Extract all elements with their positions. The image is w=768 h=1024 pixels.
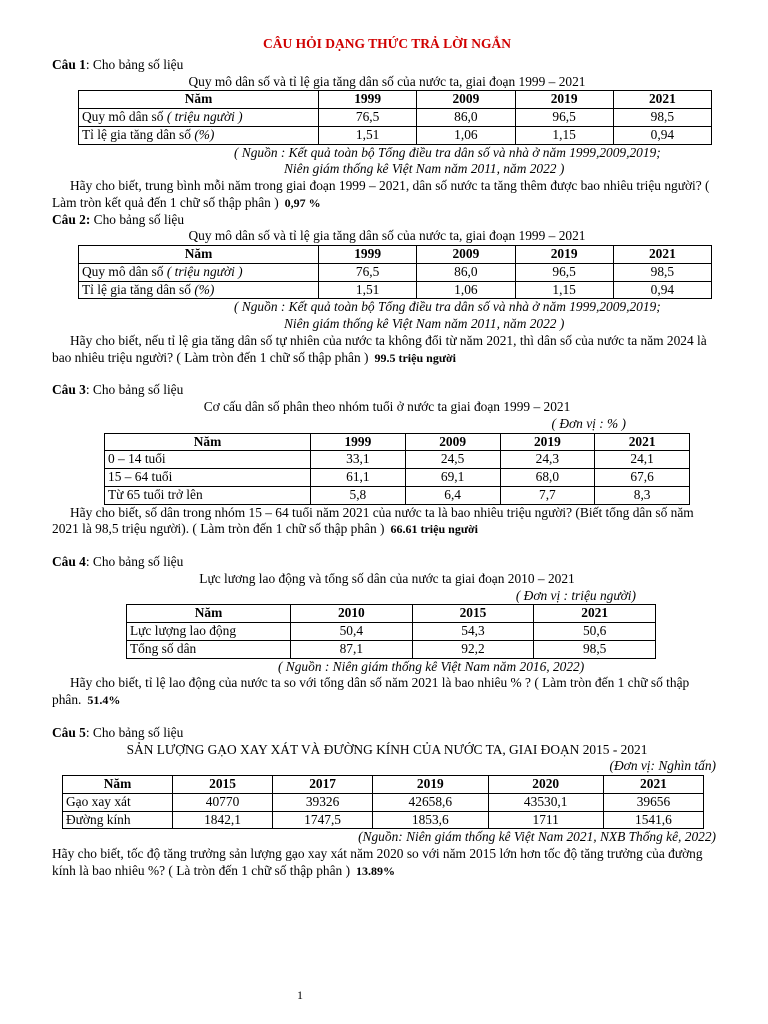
- table-cell: 98,5: [613, 109, 711, 127]
- table-row: [79, 126, 712, 144]
- table-cell: 39656: [603, 793, 703, 811]
- question-1-table: [78, 90, 712, 144]
- question-4: [52, 554, 722, 709]
- question-1-source-line-1: ( Nguồn : Kết quả toàn bộ Tổng điều tra dân số và nhà ở năm 1999,2009,2019;: [234, 144, 661, 160]
- table-cell: 8,3: [595, 486, 690, 504]
- table-row: [105, 486, 690, 504]
- page-number: 1: [297, 988, 303, 1002]
- table-row-label: [79, 109, 319, 127]
- table-row-label: 15 – 64 tuổi: [105, 469, 311, 487]
- table-cell: 50,4: [291, 623, 413, 641]
- question-3-table-caption: Cơ cấu dân số phân theo nhóm tuổi ở nước ta giai đoạn 1999 – 2021: [203, 399, 571, 415]
- question-5-intro: : Cho bảng số liệu: [85, 724, 184, 740]
- table-header-cell: 1999: [319, 91, 417, 109]
- table-header-cell: 2009: [417, 246, 515, 264]
- table-cell: 68,0: [500, 469, 595, 487]
- table-cell: 1541,6: [603, 811, 703, 829]
- table-header-cell: 2019: [500, 433, 595, 451]
- question-2-source-line-2: Niên giám thống kê Việt Nam năm 2011, năm 2022 ): [284, 316, 565, 332]
- question-5-label: Câu 5: [52, 724, 86, 740]
- table-header-row: [63, 776, 704, 794]
- question-3-prompt: Hãy cho biết, số dân trong nhóm 15 – 64 tuổi năm 2021 của nước ta là bao nhiêu triệu người? (Biết tổng dân số năm 2021 là 98,5 triệu người). ( Làm tròn đến 1 chữ số thập phân ): [52, 504, 694, 537]
- table-cell: 96,5: [515, 109, 613, 127]
- table-header-cell: 2010: [291, 605, 413, 623]
- question-3-label: Câu 3: [52, 382, 86, 398]
- table-row: [63, 793, 704, 811]
- table-cell: 1,15: [515, 281, 613, 299]
- question-3-text: [52, 505, 722, 539]
- table-cell: 1,51: [319, 281, 417, 299]
- row-label-unit: (%): [194, 281, 215, 297]
- question-3-table: [104, 433, 690, 505]
- question-5-heading: [52, 725, 722, 742]
- question-5-answer: 13.89%: [356, 863, 396, 878]
- table-header-cell: 2021: [613, 91, 711, 109]
- table-row-label: Tổng số dân: [127, 640, 291, 658]
- table-header-cell: Năm: [63, 776, 173, 794]
- table-cell: 87,1: [291, 640, 413, 658]
- table-cell: 24,3: [500, 451, 595, 469]
- table-cell: 92,2: [412, 640, 534, 658]
- table-cell: 1,51: [319, 126, 417, 144]
- table-row: [79, 281, 712, 299]
- question-1-table-caption: Quy mô dân số và tỉ lệ gia tăng dân số của nước ta, giai đoạn 1999 – 2021: [188, 73, 586, 89]
- question-2-answer: 99.5 triệu người: [374, 350, 456, 365]
- question-4-answer: 51.4%: [87, 693, 121, 708]
- question-5-table-caption: SẢN LƯỢNG GẠO XAY XÁT VÀ ĐƯỜNG KÍNH CỦA NƯỚC TA, GIAI ĐOẠN 2015 - 2021: [126, 741, 648, 757]
- question-3-answer: 66.61 triệu người: [390, 522, 478, 537]
- table-header-cell: 2009: [417, 91, 515, 109]
- question-3-unit: ( Đơn vị : % ): [551, 415, 626, 431]
- table-cell: 76,5: [319, 263, 417, 281]
- row-label-text: Tỉ lệ gia tăng dân số: [82, 281, 195, 297]
- table-cell: 24,1: [595, 451, 690, 469]
- table-cell: 98,5: [534, 640, 656, 658]
- question-2-source-line-1: ( Nguồn : Kết quả toàn bộ Tổng điều tra dân số và nhà ở năm 1999,2009,2019;: [234, 299, 661, 315]
- table-header-cell: 1999: [311, 433, 406, 451]
- table-row: [79, 263, 712, 281]
- table-header-cell: 2019: [515, 246, 613, 264]
- table-cell: 67,6: [595, 469, 690, 487]
- document-title: CÂU HỎI DẠNG THỨC TRẢ LỜI NGẮN: [262, 36, 512, 51]
- question-4-heading: [52, 554, 722, 571]
- table-header-cell: Năm: [79, 246, 319, 264]
- question-4-intro: : Cho bảng số liệu: [85, 554, 184, 570]
- table-row: [105, 469, 690, 487]
- table-row-label: 0 – 14 tuổi: [105, 451, 311, 469]
- question-2-intro: Cho bảng số liệu: [90, 211, 185, 227]
- row-label-text: Tỉ lệ gia tăng dân số: [82, 126, 195, 142]
- table-row-label: Lực lượng lao động: [127, 623, 291, 641]
- question-3-heading: [52, 382, 722, 399]
- table-row-label: [79, 281, 319, 299]
- question-1-prompt: Hãy cho biết, trung bình mỗi năm trong giai đoạn 1999 – 2021, dân số nước ta tăng thêm được bao nhiêu triệu người? ( Làm tròn kết quả đến 1 chữ số thập phân ): [52, 178, 710, 210]
- question-5: [52, 725, 722, 880]
- question-5-text: [52, 846, 722, 880]
- table-header-cell: 2017: [273, 776, 373, 794]
- question-4-table: [126, 604, 656, 658]
- table-cell: 7,7: [500, 486, 595, 504]
- table-cell: 24,5: [405, 451, 500, 469]
- table-row-label: Đường kính: [63, 811, 173, 829]
- table-cell: 69,1: [405, 469, 500, 487]
- question-5-table: [62, 775, 704, 829]
- table-cell: 76,5: [319, 109, 417, 127]
- table-row-label: [79, 263, 319, 281]
- question-1: [52, 57, 722, 212]
- table-header-cell: 2021: [603, 776, 703, 794]
- table-cell: 50,6: [534, 623, 656, 641]
- table-header-row: [79, 246, 712, 264]
- table-cell: 6,4: [405, 486, 500, 504]
- table-cell: 86,0: [417, 109, 515, 127]
- question-4-text: [52, 675, 722, 709]
- table-cell: 1853,6: [373, 811, 488, 829]
- table-cell: 0,94: [613, 126, 711, 144]
- question-4-prompt: Hãy cho biết, tỉ lệ lao động của nước ta so với tổng dân số năm 2021 là bao nhiêu % ? ( Làm tròn đến 1 chữ số thập phân.: [52, 675, 690, 708]
- table-header-cell: 2021: [534, 605, 656, 623]
- question-1-source-line-2: Niên giám thống kê Việt Nam năm 2011, năm 2022 ): [284, 161, 565, 177]
- question-2-label: Câu 2:: [52, 211, 91, 227]
- question-4-source: ( Nguồn : Niên giám thống kê Việt Nam năm 2016, 2022): [278, 658, 585, 674]
- row-label-text: Quy mô dân số: [82, 109, 167, 125]
- table-cell: 96,5: [515, 263, 613, 281]
- table-header-cell: 2021: [595, 433, 690, 451]
- question-5-unit: (Đơn vị: Nghìn tấn): [609, 758, 716, 774]
- table-cell: 1,06: [417, 281, 515, 299]
- table-row-label: Từ 65 tuổi trở lên: [105, 486, 311, 504]
- table-row: [105, 451, 690, 469]
- question-1-intro: : Cho bảng số liệu: [85, 56, 184, 72]
- question-5-prompt: Hãy cho biết, tốc độ tăng trưởng sản lượng gạo xay xát năm 2020 so với năm 2015 lớn hơn tốc độ tăng trưởng của đường kính là bao nhiêu %? ( Là tròn đến 1 chữ số thập phân ): [52, 846, 703, 878]
- table-row: [63, 811, 704, 829]
- table-header-cell: 2020: [488, 776, 603, 794]
- table-cell: 54,3: [412, 623, 534, 641]
- question-1-text: [52, 178, 722, 212]
- table-cell: 42658,6: [373, 793, 488, 811]
- table-cell: 1711: [488, 811, 603, 829]
- row-label-unit: ( triệu người ): [166, 263, 243, 279]
- table-header-cell: Năm: [79, 91, 319, 109]
- table-cell: 0,94: [613, 281, 711, 299]
- question-2: [52, 212, 722, 367]
- table-cell: 39326: [273, 793, 373, 811]
- table-row: [127, 640, 656, 658]
- question-1-answer: 0,97 %: [284, 195, 321, 210]
- question-1-heading: [52, 57, 722, 74]
- table-header-cell: 2019: [373, 776, 488, 794]
- table-header-cell: Năm: [105, 433, 311, 451]
- question-2-heading: [52, 212, 722, 229]
- question-4-table-caption: Lực lương lao động và tổng số dân của nước ta giai đoạn 2010 – 2021: [199, 570, 575, 586]
- table-cell: 61,1: [311, 469, 406, 487]
- table-cell: 40770: [173, 793, 273, 811]
- row-label-unit: ( triệu người ): [166, 109, 243, 125]
- table-row: [127, 623, 656, 641]
- table-header-cell: 2015: [173, 776, 273, 794]
- table-header-cell: 1999: [319, 246, 417, 264]
- table-header-cell: 2009: [405, 433, 500, 451]
- question-3-intro: : Cho bảng số liệu: [85, 382, 184, 398]
- row-label-unit: (%): [194, 126, 215, 142]
- table-cell: 43530,1: [488, 793, 603, 811]
- table-cell: 86,0: [417, 263, 515, 281]
- table-header-cell: 2019: [515, 91, 613, 109]
- question-3: [52, 382, 722, 538]
- question-5-source: (Nguồn: Niên giám thống kê Việt Nam 2021, NXB Thống kê, 2022): [358, 829, 716, 845]
- table-header-row: [127, 605, 656, 623]
- table-cell: 1747,5: [273, 811, 373, 829]
- table-header-cell: Năm: [127, 605, 291, 623]
- table-cell: 1,06: [417, 126, 515, 144]
- table-header-cell: 2015: [412, 605, 534, 623]
- table-row-label: Gạo xay xát: [63, 793, 173, 811]
- question-1-label: Câu 1: [52, 56, 86, 72]
- table-row-label: [79, 126, 319, 144]
- question-2-prompt: Hãy cho biết, nếu tỉ lệ gia tăng dân số tự nhiên của nước ta không đổi từ năm 2021, thì dân số của nước ta năm 2024 là bao nhiêu triệu người? ( Làm tròn đến 1 chữ số thập phân ): [52, 332, 707, 365]
- question-2-table: [78, 245, 712, 299]
- table-cell: 33,1: [311, 451, 406, 469]
- table-header-cell: 2021: [613, 246, 711, 264]
- table-cell: 5,8: [311, 486, 406, 504]
- question-2-table-caption: Quy mô dân số và tỉ lệ gia tăng dân số của nước ta, giai đoạn 1999 – 2021: [188, 228, 586, 244]
- question-4-unit: ( Đơn vị : triệu người): [515, 587, 636, 603]
- document-page: [52, 36, 722, 880]
- row-label-text: Quy mô dân số: [82, 263, 167, 279]
- table-cell: 1,15: [515, 126, 613, 144]
- table-cell: 98,5: [613, 263, 711, 281]
- question-2-text: [52, 333, 722, 367]
- table-row: [79, 109, 712, 127]
- table-header-row: [105, 433, 690, 451]
- table-cell: 1842,1: [173, 811, 273, 829]
- table-header-row: [79, 91, 712, 109]
- question-4-label: Câu 4: [52, 554, 86, 570]
